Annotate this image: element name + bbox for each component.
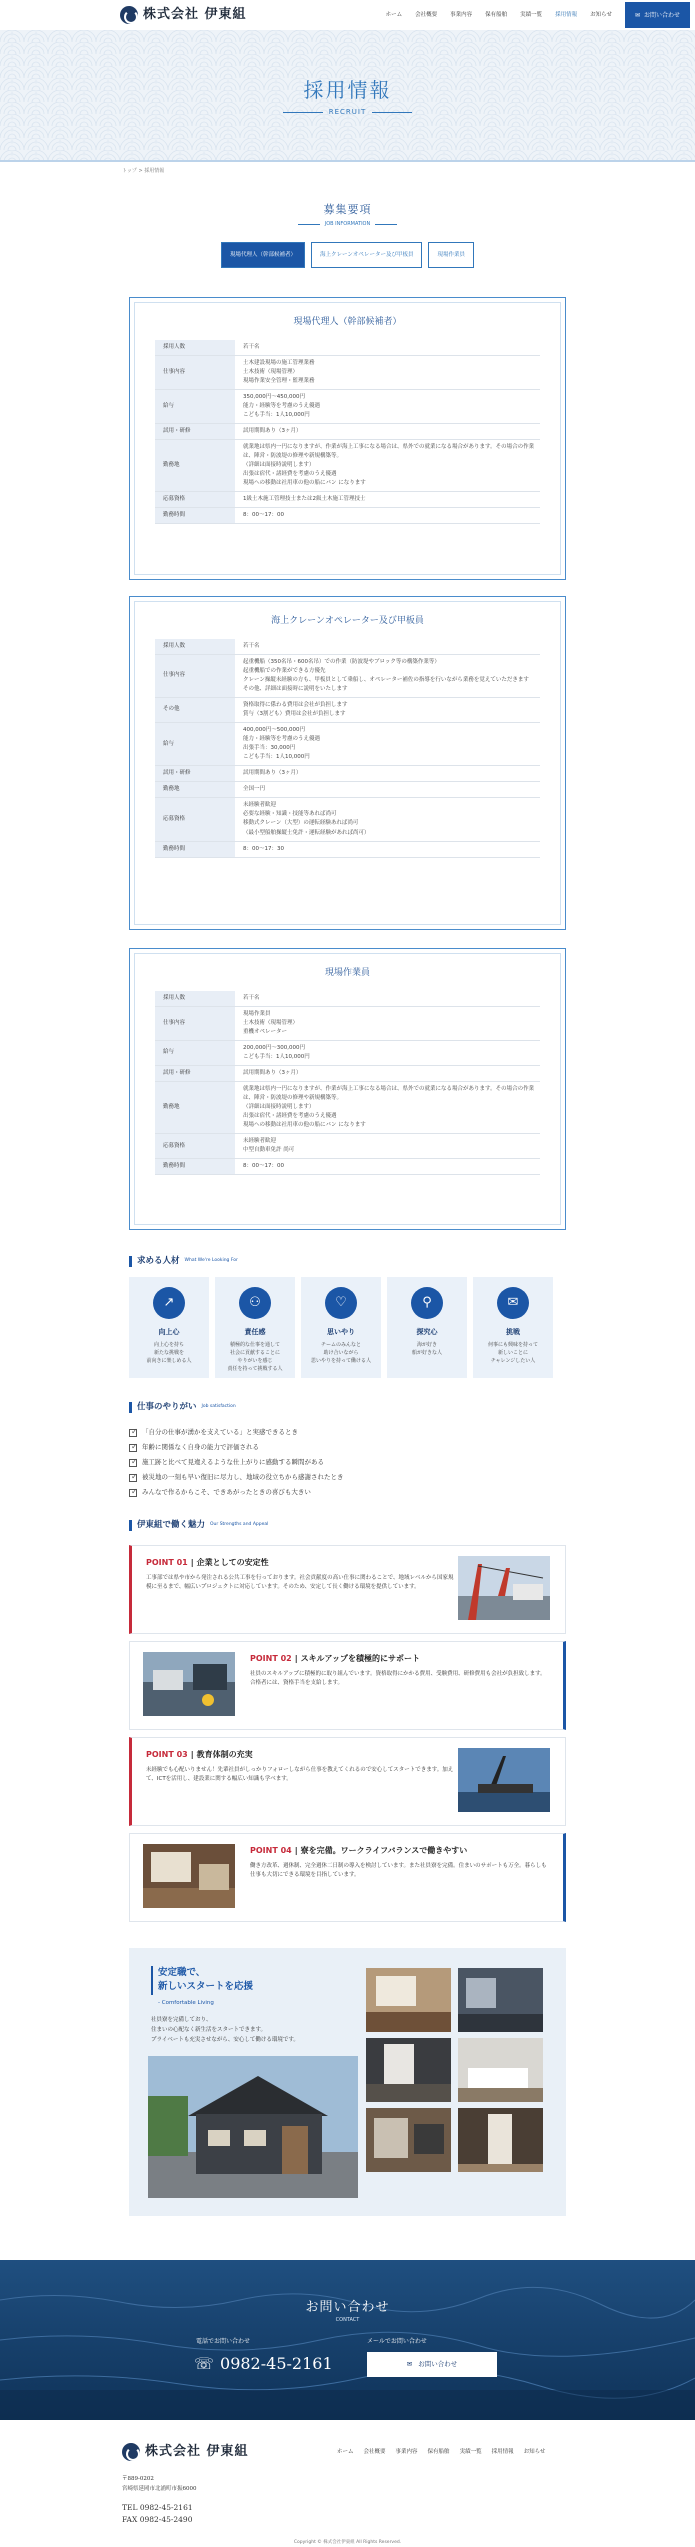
row-value-line: 試用期間あり（3ヶ月） [243, 770, 302, 777]
row-value [235, 340, 540, 356]
row-value-line: 能力・経験等を考慮のうえ優遇 [243, 736, 321, 742]
list-item-text: 施工跡と比べて見違えるような仕上がりに感動する瞬間がある [142, 1457, 324, 1466]
room-photo-5 [366, 2108, 451, 2172]
nav-vessels[interactable]: 保有船舶 [485, 11, 508, 18]
row-value [235, 1081, 540, 1133]
wanted-card-desc-line: 向上心を持ち [153, 1341, 184, 1348]
table-row [155, 841, 540, 857]
job-table [155, 991, 540, 1176]
wanted-cards [129, 1277, 553, 1378]
row-value [235, 440, 540, 492]
row-value-line: こども手当：1人10,000円 [243, 411, 310, 418]
row-value-line: 起重機船での作業ができる方優先 [243, 667, 326, 674]
dormitory-house-photo [148, 2056, 358, 2198]
row-label: 給与 [155, 389, 235, 423]
row-value-line: 未経験者歓迎 [243, 1138, 277, 1145]
row-value-line: 資格取得に係わる費用は会社が負担します [243, 701, 348, 708]
job-title: 現場代理人（幹部候補者） [293, 317, 402, 327]
wanted-card-desc-line: 責任を持って挑戦する人 [227, 1365, 283, 1372]
row-label: 仕事内容 [155, 1006, 235, 1040]
row-value-line: クレーン操縦未経験の方も、甲板員として乗船し、オペレーター補佐の指導を行いながら業務を覚えていただきます [243, 676, 529, 683]
logo-mark-icon [122, 2443, 140, 2461]
list-item-text: 被災地の一刻も早い復旧に尽力し、地域の役立ちから感謝されたとき [142, 1472, 344, 1481]
mail-label: メールでお問い合わせ [367, 2338, 427, 2345]
row-value-line: 土木技術（現場管理） [243, 1019, 299, 1026]
footer-nav-recruit[interactable]: 採用情報 [491, 2449, 514, 2455]
construction-crane-photo [458, 1556, 550, 1620]
footer-nav-vessels[interactable]: 保有船舶 [427, 2449, 450, 2455]
row-value-line: （詳細は面接時説明します） [243, 1104, 315, 1111]
footer-street: 宮崎県延岡市北浦町市振6000 [122, 2485, 197, 2492]
row-value-line: 400,000円〜500,000円 [243, 726, 305, 733]
row-value-line: （最小型船舶操縦士免許・運転経験があれば尚可） [243, 829, 370, 836]
heading-bar [129, 1256, 132, 1267]
row-value [235, 423, 540, 439]
row-value-line: 起重機船（350名吊・600名吊）での作業（防波堤やブロック等の構築作業等） [243, 658, 440, 665]
list-item [129, 1485, 344, 1500]
row-value-line: 現場への移動は社用車の他の船にバン になります [243, 480, 366, 487]
row-value-line: 必要な経験・知識・技能等あれば尚可 [243, 811, 337, 818]
page-subtitle [283, 107, 413, 118]
row-value-line: 若干名 [243, 343, 260, 350]
contact-mail-label: お問い合わせ [418, 2359, 458, 2368]
row-value-line: 現場作業安全管理・監理業務 [243, 377, 315, 384]
point-title: POINT 02 | スキルアップを積極的にサポート [250, 1654, 420, 1663]
row-label: 勤務地 [155, 782, 235, 798]
wanted-card-desc-line: 思いやりを持って働ける人 [310, 1357, 371, 1364]
table-row [155, 1081, 540, 1133]
job-box-inner [134, 302, 561, 575]
wanted-card-desc [311, 1341, 371, 1365]
footer-fax: FAX 0982-45-2490 [122, 2515, 193, 2524]
row-value [235, 389, 540, 423]
search-person-icon: ⚲ [411, 1287, 443, 1319]
tel-number: 0982-45-2161 [220, 2354, 333, 2373]
table-row [155, 389, 540, 423]
nav-home[interactable]: ホーム [385, 11, 403, 18]
row-value-line: 試用期間あり（3ヶ月） [243, 1069, 302, 1076]
table-row [155, 508, 540, 524]
footer-nav-news[interactable]: お知らせ [523, 2449, 546, 2455]
table-row [155, 1006, 540, 1040]
contact-subtitle: CONTACT [335, 2317, 360, 2323]
row-value-line: 重機オペレーター [243, 1028, 288, 1035]
wanted-card [301, 1277, 381, 1378]
checkbox-icon [129, 1474, 137, 1482]
tab-crane-operator[interactable]: 海上クレーンオペレーター及び甲板員 [311, 242, 422, 268]
mail-icon: ✉ [406, 2359, 413, 2368]
table-row [155, 782, 540, 798]
checkbox-icon [129, 1459, 137, 1467]
wanted-card-desc [412, 1341, 442, 1357]
row-value [235, 991, 540, 1007]
wanted-card [215, 1277, 295, 1378]
list-item [129, 1440, 344, 1455]
living-title [151, 1966, 253, 1995]
wanted-card-desc-line: 社会に貢献することに [229, 1349, 280, 1356]
nav-works[interactable]: 実績一覧 [520, 11, 543, 18]
table-row [155, 1065, 540, 1081]
row-value-line: 現場への移動は社用車の他の船にバン になります [243, 1122, 366, 1129]
row-label: 採用人数 [155, 639, 235, 655]
footer-nav-works[interactable]: 実績一覧 [459, 2449, 482, 2455]
nav-news[interactable]: お知らせ [590, 11, 612, 18]
footer-logo-text: 株式会社 伊東組 [145, 2444, 249, 2459]
wanted-card-desc-line: チャレンジしたい人 [490, 1357, 536, 1364]
row-label: 勤務時間 [155, 1159, 235, 1175]
phone-icon: ☏ [194, 2354, 215, 2373]
room-photo-6 [458, 2108, 543, 2172]
table-row [155, 798, 540, 841]
row-label: 仕事内容 [155, 355, 235, 389]
job-table [155, 340, 540, 525]
wanted-card-desc [146, 1341, 191, 1365]
row-label: 勤務時間 [155, 508, 235, 524]
row-value-line: 就業地は県内一円になりますが、作業が海上工事になる場合は、県外での就業になる場合があります。その場合の作業は、陣営・防波堤の修理や新規構築等。 [243, 1085, 535, 1101]
header-contact-button[interactable] [625, 2, 690, 28]
living-text-line: 社員寮を完備しており、 [151, 2017, 212, 2023]
wanted-card-desc-line: 何事にも興味を持って [487, 1341, 538, 1348]
row-value-line: 出張は宿代・諸経費を考慮のうえ優遇 [243, 471, 337, 478]
point-card-03 [129, 1737, 566, 1826]
list-item [129, 1470, 344, 1485]
room-photo-3 [366, 2038, 451, 2102]
row-value-line: 就業地は県内一円になりますが、作業が海上工事になる場合は、県外での就業になる場合があります。その場合の作業は、陣営・防波堤の修理や新規構築等。 [243, 444, 535, 460]
contact-section [0, 2260, 695, 2420]
job-title: 海上クレーンオペレーター及び甲板員 [271, 616, 424, 626]
footer-nav-home[interactable]: ホーム [337, 2449, 354, 2455]
row-label: 試用・研修 [155, 1065, 235, 1081]
row-value [235, 654, 540, 697]
tab-site-worker[interactable]: 現場作業員 [428, 242, 474, 268]
jobinfo-heading [0, 202, 695, 228]
living-text-line: プライベートも充実させながら、安心して働ける環境です。 [151, 2036, 299, 2043]
table-row [155, 440, 540, 492]
row-value [235, 766, 540, 782]
row-value [235, 639, 540, 655]
jobinfo-subtitle [0, 221, 695, 229]
row-value-line: 8：00〜17：00 [243, 1163, 284, 1170]
wanted-card-desc-line: 海が好き [416, 1341, 437, 1348]
row-value [235, 798, 540, 841]
wanted-card-desc-line: 助け合いながら [323, 1349, 359, 1356]
site-logo[interactable] [120, 5, 247, 25]
row-label: 採用人数 [155, 991, 235, 1007]
living-title-line: 安定職で、 [158, 1967, 206, 1978]
row-value-line: 350,000円〜450,000円 [243, 393, 305, 400]
row-value-line: 8：00〜17：30 [243, 845, 284, 852]
logo-mark-icon [120, 6, 138, 24]
table-row [155, 697, 540, 722]
row-value-line: 200,000円〜300,000円 [243, 1044, 305, 1051]
row-label: 応募資格 [155, 492, 235, 508]
room-photo-2 [458, 1968, 543, 2032]
list-item-text: 年齢に関係なく自身の能力で評価される [142, 1442, 259, 1451]
table-row [155, 722, 540, 765]
table-row [155, 340, 540, 356]
jobinfo-subtitle-text: JOB INFORMATION [324, 220, 371, 227]
point-card-04 [129, 1833, 566, 1922]
list-item [129, 1455, 344, 1470]
wanted-heading [129, 1255, 238, 1268]
point-text: 社員のスキルアップに積極的に取り組んでいます。資格取得にかかる費用、受験費用、研修費用も会社が負担致します。合格者には、資格手当を支給します。 [250, 1671, 546, 1687]
row-value [235, 355, 540, 389]
row-value-line: その他、詳細は面接時に説明をいたします [243, 685, 348, 692]
table-row [155, 639, 540, 655]
room-photo-4 [458, 2038, 543, 2102]
job-title: 現場作業員 [324, 968, 370, 978]
team-icon: ⚇ [239, 1287, 271, 1319]
living-section [129, 1948, 566, 2216]
point-number: POINT 02 [250, 1654, 292, 1663]
checkbox-icon [129, 1429, 137, 1437]
wanted-card-desc-line: 新しいことに [497, 1349, 528, 1356]
point-number: POINT 03 [146, 1750, 188, 1759]
table-row [155, 1134, 540, 1159]
row-label: 応募資格 [155, 1134, 235, 1159]
footer-contact [122, 2502, 193, 2526]
row-value [235, 1040, 540, 1065]
row-value-line: こども手当：1人10,000円 [243, 1053, 310, 1060]
rewarding-list [129, 1425, 344, 1500]
row-label: 試用・研修 [155, 423, 235, 439]
row-value [235, 1065, 540, 1081]
trending-up-icon: ↗ [153, 1287, 185, 1319]
row-value-line: 土木技術（現場管理） [243, 368, 299, 375]
wanted-card-title: 挑戦 [506, 1328, 520, 1336]
heart-hands-icon: ♡ [325, 1287, 357, 1319]
row-value-line: 出張は宿代・諸経費を考慮のうえ優遇 [243, 1113, 337, 1120]
row-value-line: 中型自動車免許 尚可 [243, 1147, 295, 1154]
footer-nav-business[interactable]: 事業内容 [395, 2449, 418, 2455]
list-item [129, 1425, 344, 1440]
page-subtitle-text: RECRUIT [328, 107, 367, 116]
table-row [155, 1159, 540, 1175]
job-tabs [0, 242, 695, 268]
site-header [0, 0, 695, 30]
wanted-card-desc [488, 1341, 538, 1365]
nav-recruit[interactable]: 採用情報 [555, 11, 578, 18]
tab-site-agent[interactable]: 現場代理人（幹部候補者） [221, 242, 305, 268]
site-footer [0, 2420, 695, 2547]
row-value-line: 賞与（3割ども）費用は会社が負担します [243, 710, 346, 717]
wanted-title: 求める人材 [137, 1256, 180, 1266]
row-value [235, 782, 540, 798]
point-heading: 寮を完備。ワークライフバランスで働きやすい [300, 1846, 468, 1855]
row-label: 試用・研修 [155, 766, 235, 782]
jobinfo-title: 募集要項 [323, 203, 372, 216]
wanted-card [129, 1277, 209, 1378]
point-card-02 [129, 1641, 566, 1730]
tel-label: 電話でお問い合わせ [196, 2338, 251, 2345]
footer-tel: TEL 0982-45-2161 [122, 2503, 193, 2512]
row-label: 勤務時間 [155, 841, 235, 857]
job-box-inner [134, 953, 561, 1225]
row-value-line: 出張手当：30,000円 [243, 745, 296, 752]
row-label: 採用人数 [155, 340, 235, 356]
contact-mail-button[interactable] [367, 2352, 497, 2377]
wanted-card-desc-line: 新たな挑戦を [153, 1349, 184, 1356]
list-item-text: みんなで作るからこそ、できあがったときの喜びも大きい [142, 1487, 311, 1496]
room-photo-1 [366, 1968, 451, 2032]
row-value-line: 若干名 [243, 642, 260, 649]
footer-address [122, 2475, 197, 2495]
footer-logo[interactable] [122, 2442, 249, 2462]
checkbox-icon [129, 1489, 137, 1497]
appeal-heading [129, 1519, 268, 1532]
row-value [235, 1159, 540, 1175]
row-value [235, 1134, 540, 1159]
row-value-line: 8：00〜17：00 [243, 512, 284, 519]
point-text: 工事部では県や市から発注される公共工事を行っております。社会貢献度の高い仕事に関わることで、地域レベルから国家規模に至るまで、幅広いプロジェクトに対応しています。そのため、安定して長く働ける環境を提供しています。 [146, 1575, 454, 1591]
wanted-card-title: 探究心 [416, 1328, 438, 1336]
heading-bar [129, 1402, 132, 1413]
point-number: POINT 01 [146, 1558, 188, 1567]
job-box-site-worker [129, 948, 566, 1230]
row-value-line: 現場作業員 [243, 1010, 271, 1017]
dormitory-room-photo [143, 1844, 235, 1908]
header-contact-label: お問い合わせ [644, 11, 681, 19]
contact-title: お問い合わせ [305, 2300, 390, 2315]
point-number: POINT 04 [250, 1846, 292, 1855]
row-label: 仕事内容 [155, 654, 235, 697]
mail-icon: ✉ [497, 1287, 529, 1319]
wanted-card-desc-line: 船が好きな人 [411, 1349, 442, 1356]
row-value-line: 土木建設現場の施工管理業務 [243, 359, 315, 366]
job-box-site-agent [129, 297, 566, 580]
footer-nav-company[interactable]: 会社概要 [363, 2449, 386, 2455]
point-heading: スキルアップを積極的にサポート [300, 1654, 420, 1663]
wanted-card-desc-line: 前向きに楽しめる人 [146, 1357, 192, 1364]
row-value-line: （詳細は面接時説明します） [243, 462, 315, 469]
rewarding-subtitle: Job satisfaction [201, 1404, 236, 1409]
job-box-inner [134, 601, 561, 925]
wanted-card [473, 1277, 553, 1378]
job-box-crane-operator [129, 596, 566, 930]
table-row [155, 492, 540, 508]
footer-nav [337, 2448, 545, 2456]
wanted-card-desc-line: チームのみんなと [320, 1341, 361, 1348]
hero-banner [0, 30, 695, 162]
checkbox-icon [129, 1444, 137, 1452]
living-text [151, 2016, 299, 2046]
mail-icon: ✉ [634, 11, 640, 19]
tel-link[interactable] [194, 2352, 333, 2376]
living-subtitle: - Comfortable Living [158, 2000, 214, 2006]
wanted-card-desc-line: やりがいを感じ [237, 1357, 273, 1364]
wanted-card-desc [227, 1341, 282, 1373]
row-label: 勤務地 [155, 1081, 235, 1133]
sea-background [0, 2260, 695, 2420]
row-value-line: こども手当：1人10,000円 [243, 754, 310, 761]
rewarding-heading [129, 1401, 236, 1414]
row-value-line: 試用期間あり（3ヶ月） [243, 427, 302, 434]
table-row [155, 423, 540, 439]
nav-business[interactable]: 事業内容 [450, 11, 473, 18]
list-item-text: 「自分の仕事が湧かを支えている」と実感できるとき [142, 1427, 298, 1436]
nav-company[interactable]: 会社概要 [415, 11, 438, 18]
appeal-title: 伊東組で働く魅力 [137, 1520, 206, 1530]
row-value-line: 全国一円 [243, 786, 266, 793]
wanted-card [387, 1277, 467, 1378]
wanted-subtitle: What We're Looking For [184, 1258, 238, 1263]
row-value-line: 1級土木施工管理技士または2級土木施工管理技士 [243, 496, 366, 503]
appeal-subtitle: Our Strengths and Appeal [210, 1522, 269, 1527]
heading-bar [129, 1520, 132, 1531]
point-heading: 教育体制の充実 [196, 1750, 253, 1759]
row-value-line: 未経験者歓迎 [243, 802, 277, 809]
table-row [155, 766, 540, 782]
row-value [235, 492, 540, 508]
job-table [155, 639, 540, 858]
row-value [235, 697, 540, 722]
global-nav [386, 0, 695, 30]
living-title-line: 新しいスタートを応援 [158, 1981, 254, 1993]
table-row [155, 654, 540, 697]
point-title: POINT 01 | 企業としての安定性 [146, 1558, 269, 1567]
harbor-crane-photo [458, 1748, 550, 1812]
row-label: 給与 [155, 1040, 235, 1065]
row-label: その他 [155, 697, 235, 722]
rewarding-title: 仕事のやりがい [137, 1402, 197, 1412]
table-row [155, 991, 540, 1007]
row-value [235, 1006, 540, 1040]
row-value [235, 841, 540, 857]
table-row [155, 355, 540, 389]
point-card-01 [129, 1545, 566, 1634]
row-value-line: 若干名 [243, 994, 260, 1001]
point-text: 未経験でも心配いりません！先輩社員がしっかりフォローしながら仕事を教えてくれるので安心してスタートできます。加えて、ICTを活用し、建設業に関する幅広い知識も学べます。 [146, 1767, 454, 1783]
wanted-card-desc-line: 積極的な仕事を通して [229, 1341, 280, 1348]
wanted-card-title: 思いやり [327, 1328, 355, 1336]
wanted-card-title: 責任感 [244, 1328, 266, 1336]
breadcrumb[interactable]: トップ > 採用情報 [122, 168, 165, 174]
point-title: POINT 03 | 教育体制の充実 [146, 1750, 253, 1759]
footer-postal: 〒889-0202 [122, 2476, 154, 2482]
row-value-line: 移動式クレーン（大型）の運転経験あれば尚可 [243, 820, 359, 827]
page-title: 採用情報 [303, 77, 392, 102]
row-label: 勤務地 [155, 440, 235, 492]
wanted-card-title: 向上心 [158, 1328, 180, 1336]
row-value [235, 722, 540, 765]
logo-text: 株式会社 伊東組 [143, 7, 247, 23]
row-value-line: 能力・経験等を考慮のうえ優遇 [243, 402, 321, 409]
ship-deck-photo [143, 1652, 235, 1716]
row-value [235, 508, 540, 524]
living-text-line: 住まいの心配なく新生活をスタートできます。 [151, 2026, 267, 2033]
point-text: 働き方改革、週休制、完全週休二日制の導入を検討しています。また社員寮を完備。住まいのサポートも万全。暮らしも仕事も大切にできる環境を目指しています。 [250, 1863, 547, 1879]
row-label: 給与 [155, 722, 235, 765]
table-row [155, 1040, 540, 1065]
copyright: Copyright © 株式会社伊東組 All Rights Reserved. [293, 2540, 402, 2545]
row-label: 応募資格 [155, 798, 235, 841]
point-title: POINT 04 | 寮を完備。ワークライフバランスで働きやすい [250, 1846, 468, 1855]
point-heading: 企業としての安定性 [196, 1558, 269, 1567]
